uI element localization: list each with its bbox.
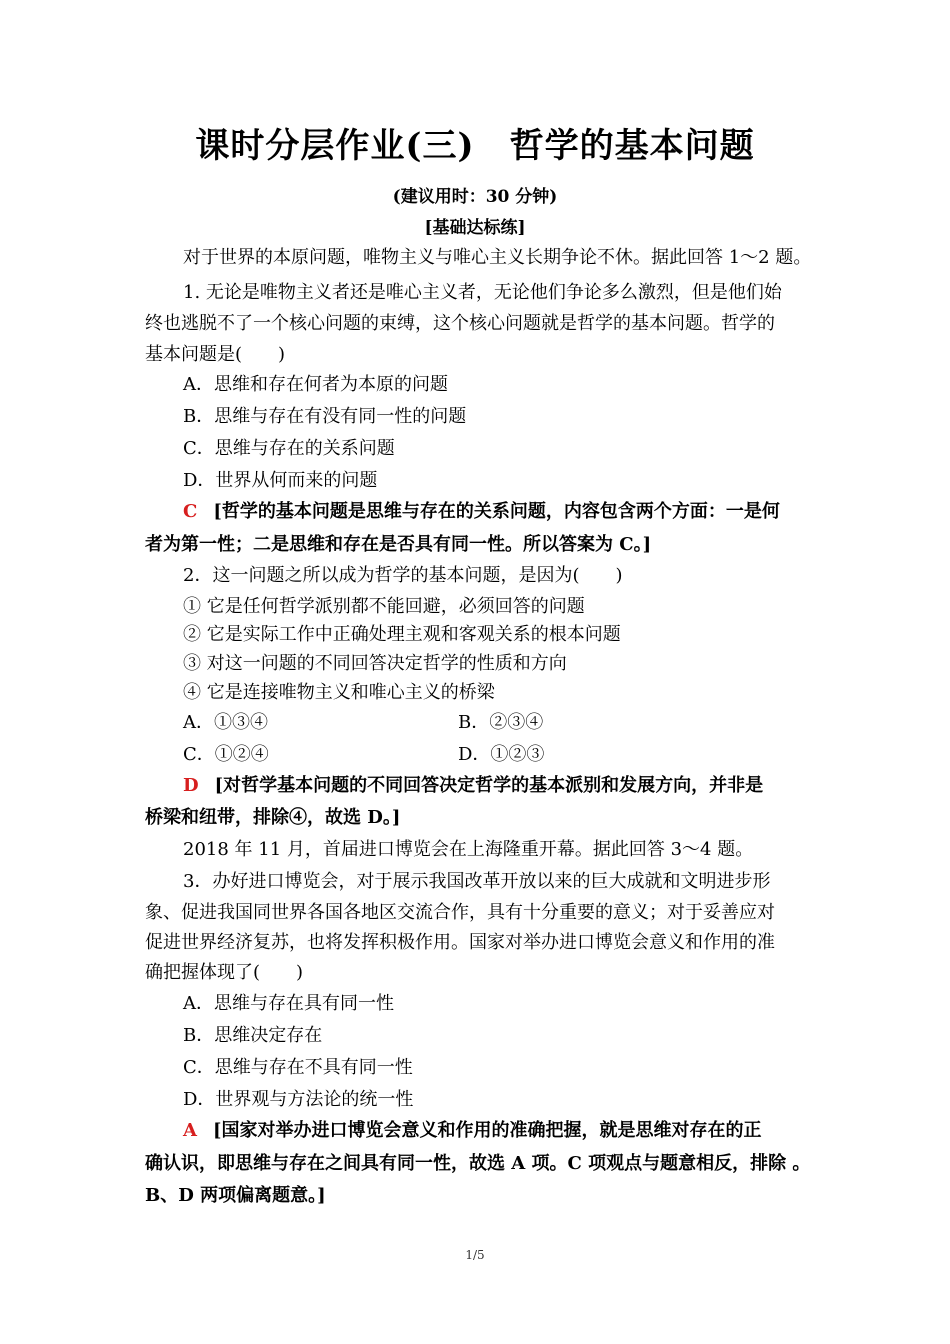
question-1-answer: C	[183, 501, 198, 522]
question-1-line-3: 基本问题是( )	[145, 344, 286, 365]
section-heading: [基础达标练]	[424, 218, 526, 238]
question-3-option-d: D．世界观与方法论的统一性	[183, 1089, 414, 1110]
question-2-answer: D	[183, 775, 199, 796]
explanation-text: [国家对举办进口博览会意义和作用的准确把握，就是思维对存在的正	[212, 1120, 762, 1141]
question-3-explanation-line-3: B、D 两项偏离题意。]	[145, 1185, 326, 1206]
question-1-option-d: D．世界从何而来的问题	[183, 470, 378, 491]
question-2-explanation-line-2: 桥梁和纽带，排除④，故选 D。]	[145, 807, 401, 828]
question-1-option-c: C．思维与存在的关系问题	[183, 438, 395, 459]
explanation-text: [对哲学基本问题的不同回答决定哲学的基本派别和发展方向，并非是	[214, 775, 764, 796]
question-3-line-4: 确把握体现了( )	[145, 962, 304, 983]
page-title: 课时分层作业(三) 哲学的基本问题	[195, 126, 755, 166]
question-3-option-b: B．思维决定存在	[183, 1025, 323, 1046]
question-3-line-1: 3．办好进口博览会，对于展示我国改革开放以来的巨大成就和文明进步形	[183, 871, 771, 892]
question-2-item-1: ① 它是任何哲学派别都不能回避，必须回答的问题	[183, 596, 585, 617]
suggested-time: (建议用时：30 分钟)	[392, 187, 558, 207]
question-3-explanation-line-1	[183, 1116, 813, 1142]
question-2-option-a: A．①③④	[183, 712, 268, 733]
question-1-line-1: 1. 无论是唯物主义者还是唯心主义者，无论他们争论多么激烈，但是他们始	[183, 282, 782, 303]
question-3-line-2: 象、促进我国同世界各国各地区交流合作，具有十分重要的意义；对于妥善应对	[145, 902, 775, 923]
question-1-explanation-line-1	[183, 497, 813, 523]
question-2-option-d: D．①②③	[458, 744, 545, 765]
question-2-option-b: B．②③④	[458, 712, 544, 733]
question-3-explanation-line-2: 确认识，即思维与存在之间具有同一性，故选 A 项。C 项观点与题意相反，排除 。	[145, 1153, 811, 1174]
intro-text-1: 对于世界的本原问题，唯物主义与唯心主义长期争论不休。据此回答 1～2 题。	[183, 247, 812, 268]
question-2-item-3: ③ 对这一问题的不同回答决定哲学的性质和方向	[183, 653, 567, 674]
question-1-line-2: 终也逃脱不了一个核心问题的束缚，这个核心问题就是哲学的基本问题。哲学的	[145, 313, 775, 334]
question-3-option-c: C．思维与存在不具有同一性	[183, 1057, 413, 1078]
question-3-answer: A	[183, 1120, 197, 1141]
page-number: 1/5	[465, 1248, 485, 1262]
question-1-option-b: B．思维与存在有没有同一性的问题	[183, 406, 467, 427]
question-2-line-1: 2．这一问题之所以成为哲学的基本问题，是因为( )	[183, 565, 623, 586]
question-2-item-4: ④ 它是连接唯物主义和唯心主义的桥梁	[183, 682, 495, 703]
question-1-option-a: A．思维和存在何者为本原的问题	[183, 374, 448, 395]
question-2-explanation-line-1	[183, 771, 813, 797]
intro-text-2: 2018 年 11 月，首届进口博览会在上海隆重开幕。据此回答 3～4 题。	[183, 839, 754, 860]
question-1-explanation-line-2: 者为第一性；二是思维和存在是否具有同一性。所以答案为 C。]	[145, 534, 652, 555]
explanation-text: [哲学的基本问题是思维与存在的关系问题，内容包含两个方面：一是何	[213, 501, 780, 522]
question-2-item-2: ② 它是实际工作中正确处理主观和客观关系的根本问题	[183, 624, 621, 645]
question-3-line-3: 促进世界经济复苏，也将发挥积极作用。国家对举办进口博览会意义和作用的准	[145, 932, 775, 953]
question-3-option-a: A．思维与存在具有同一性	[183, 993, 394, 1014]
question-2-option-c: C．①②④	[183, 744, 269, 765]
